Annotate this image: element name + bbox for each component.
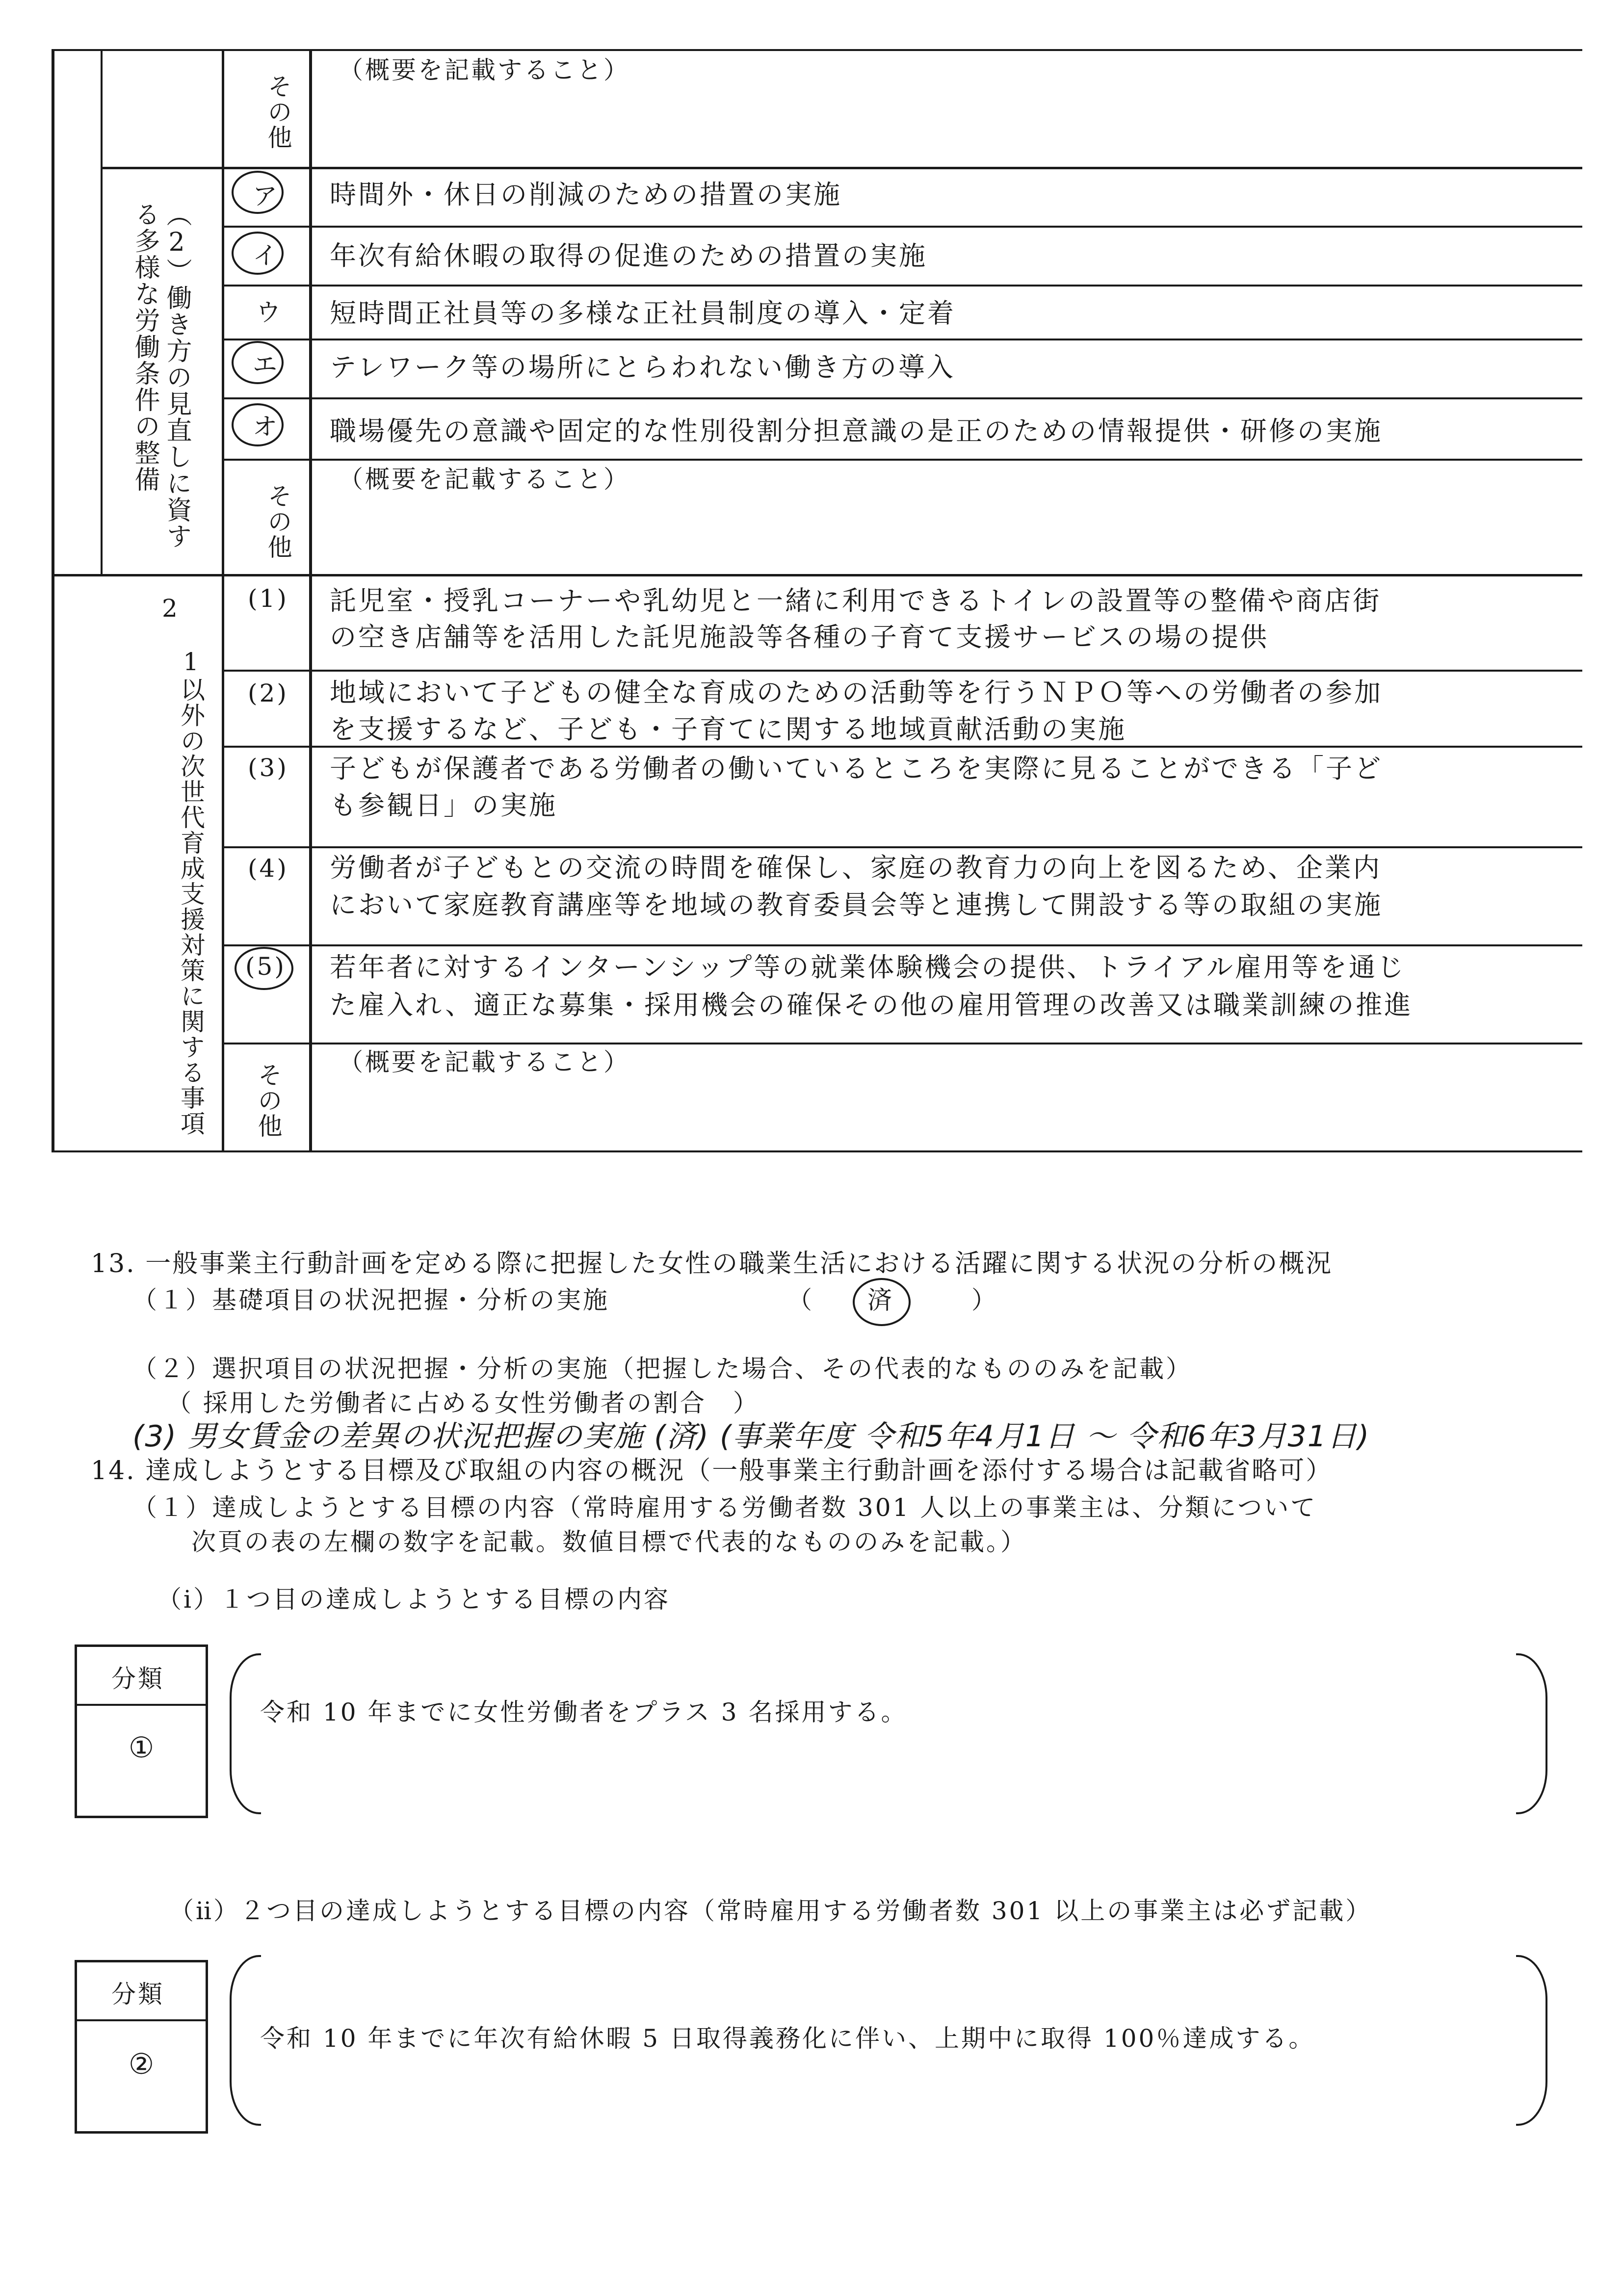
item-line2: も参観日」の実施 (330, 790, 557, 821)
item-line1: 若年者に対するインターンシップ等の就業体験機会の提供、トライアル雇用等を通じ (330, 952, 1406, 983)
section3-label: 1以外の次世代育成支援対策に関する事項 (177, 648, 205, 1136)
item-mark: (5) (245, 952, 286, 981)
item-mark: オ (253, 413, 279, 441)
item-line1: 託児室・授乳コーナーや乳幼児と一緒に利用できるトイレの設置等の整備や商店街 (330, 585, 1382, 616)
item-line1: 労働者が子どもとの交流の時間を確保し、家庭の教育力の向上を図るため、企業内 (330, 852, 1382, 883)
item-mark: (4) (248, 854, 288, 883)
s13-item1-status: 済 (867, 1286, 894, 1314)
s13-item3-handwritten: (3) 男女賃金の差異の状況把握の実施 (済) (事業年度 令和5年4月1日 ～ 令和6年3月31日) (132, 1419, 1370, 1454)
s13-item2-sub: （ 採用した労働者に占める女性労働者の割合 ） (167, 1389, 760, 1417)
item-mark: ウ (256, 298, 283, 327)
section3-label-num: 2 (162, 594, 180, 623)
s14-heading: 14. 達成しようとする目標及び取組の内容の概況（一般事業主行動計画を添付する場合は記載省略可） (91, 1456, 1333, 1486)
item-text: 年次有給休暇の取得の促進のための措置の実施 (330, 240, 927, 271)
goal2-class-label: 分類 (111, 1980, 164, 2009)
goal2-heading: （ⅱ）２つ目の達成しようとする目標の内容（常時雇用する労働者数 301 以上の事業主は必ず記載） (169, 1897, 1372, 1925)
item-mark: イ (253, 241, 279, 270)
right-bracket-icon (1516, 1955, 1547, 2126)
left-bracket-icon (230, 1653, 261, 1814)
item-line1: 子どもが保護者である労働者の働いているところを実際に見ることができる「子ど (330, 753, 1383, 784)
item-mark: (3) (248, 754, 288, 782)
section3-other-label: その他 (254, 1062, 283, 1139)
goal1-class-box (75, 1644, 208, 1818)
top-other-label: その他 (263, 74, 292, 150)
item-mark: (2) (248, 679, 288, 707)
item-line2: た雇入れ、適正な募集・採用機会の確保その他の雇用管理の改善又は職業訓練の推進 (330, 990, 1413, 1020)
s13-heading: 13. 一般事業主行動計画を定める際に把握した女性の職業生活における活躍に関する状況の分析の概況 (91, 1249, 1333, 1278)
s13-item2: （２）選択項目の状況把握・分析の実施（把握した場合、その代表的なもののみを記載） (132, 1355, 1192, 1383)
item-text: 時間外・休日の削減のための措置の実施 (330, 179, 842, 210)
item-mark: (1) (248, 584, 288, 613)
s14-item1-line1: （１）達成しようとする目標の内容（常時雇用する労働者数 301 人以上の事業主は、分類について (132, 1493, 1317, 1522)
s13-item1-paren-open: （ (787, 1286, 814, 1314)
item-line2: を支援するなど、子ども・子育てに関する地域貢献活動の実施 (330, 714, 1126, 745)
goal2-class-value: ② (129, 2047, 156, 2081)
section2-other-label: その他 (263, 483, 292, 560)
goal1-class-value: ① (129, 1731, 156, 1764)
item-line2: の空き店舗等を活用した託児施設等各種の子育て支援サービスの場の提供 (330, 622, 1269, 652)
section2-label: （2）働き方の見直しに資する多様な労働条件の整備 (130, 201, 191, 549)
item-line2: において家庭教育講座等を地域の教育委員会等と連携して開設する等の取組の実施 (330, 889, 1383, 920)
goal2-text: 令和 10 年までに年次有給休暇 5 日取得義務化に伴い、上期中に取得 100％達成する。 (260, 2024, 1315, 2053)
section3-other-text: （概要を記載すること） (339, 1048, 630, 1076)
item-text: 職場優先の意識や固定的な性別役割分担意識の是正のための情報提供・研修の実施 (330, 416, 1383, 446)
section2-other-text: （概要を記載すること） (339, 465, 630, 494)
item-mark: ア (253, 182, 279, 210)
s13-item1-paren-close: ） (971, 1286, 998, 1314)
right-bracket-icon (1516, 1653, 1547, 1814)
left-bracket-icon (230, 1955, 261, 2126)
item-text: テレワーク等の場所にとらわれない働き方の導入 (330, 352, 955, 383)
s13-item1: （１）基礎項目の状況把握・分析の実施 (132, 1286, 609, 1314)
goal2-class-box (75, 1960, 208, 2134)
top-other-text: （概要を記載すること） (339, 56, 630, 84)
s14-item1-line2: 次頁の表の左欄の数字を記載。数値目標で代表的なもののみを記載。） (191, 1528, 1027, 1556)
goal1-class-label: 分類 (111, 1665, 164, 1693)
item-line1: 地域において子どもの健全な育成のための活動等を行うＮＰＯ等への労働者の参加 (330, 677, 1383, 708)
item-mark: エ (253, 350, 279, 379)
goal1-text: 令和 10 年までに女性労働者をプラス 3 名採用する。 (260, 1698, 908, 1726)
item-text: 短時間正社員等の多様な正社員制度の導入・定着 (330, 298, 956, 329)
goal1-heading: （ⅰ）１つ目の達成しようとする目標の内容 (157, 1585, 670, 1614)
